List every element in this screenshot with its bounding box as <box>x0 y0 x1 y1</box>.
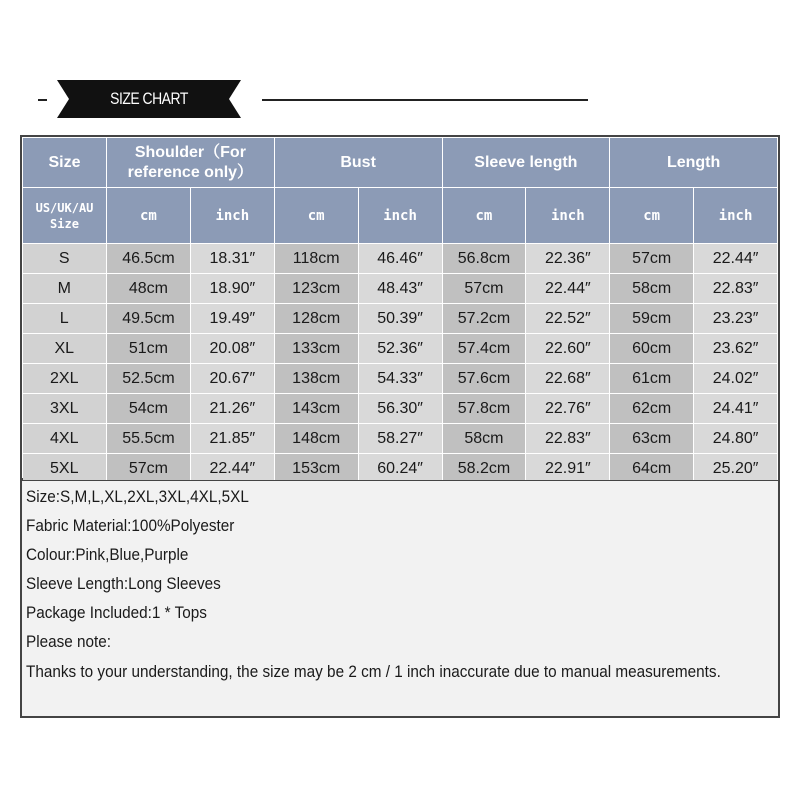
cell-bust-inch: 54.33″ <box>358 364 442 394</box>
cell-shoulder-cm: 57cm <box>107 454 191 484</box>
banner-notch-right <box>229 80 241 118</box>
cell-shoulder-inch: 21.85″ <box>190 424 274 454</box>
cell-bust-cm: 143cm <box>274 394 358 424</box>
cell-shoulder-cm: 46.5cm <box>107 244 191 274</box>
cell-length-cm: 57cm <box>610 244 694 274</box>
cell-length-inch: 24.02″ <box>694 364 778 394</box>
cell-shoulder-cm: 55.5cm <box>107 424 191 454</box>
cell-length-cm: 63cm <box>610 424 694 454</box>
cell-bust-cm: 128cm <box>274 304 358 334</box>
note-measurement-disclaimer: Thanks to your understanding, the size may be 2 cm / 1 inch inaccurate due to manual measurements. <box>26 662 721 681</box>
cell-bust-inch: 50.39″ <box>358 304 442 334</box>
size-table-container <box>20 135 780 480</box>
cell-sleeve-cm: 58cm <box>442 424 526 454</box>
cell-sleeve-cm: 58.2cm <box>442 454 526 484</box>
table-row <box>23 424 778 454</box>
cell-sleeve-cm: 57.4cm <box>442 334 526 364</box>
cell-size: M <box>23 274 107 304</box>
cell-size: L <box>23 304 107 334</box>
table-row <box>23 334 778 364</box>
header-length: Length <box>610 138 778 188</box>
cell-length-inch: 25.20″ <box>694 454 778 484</box>
cell-size: 2XL <box>23 364 107 394</box>
note-colour: Colour:Pink,Blue,Purple <box>26 545 189 564</box>
cell-size: 3XL <box>23 394 107 424</box>
cell-length-inch: 23.23″ <box>694 304 778 334</box>
cell-shoulder-inch: 18.90″ <box>190 274 274 304</box>
cell-length-cm: 61cm <box>610 364 694 394</box>
cell-sleeve-cm: 57.6cm <box>442 364 526 394</box>
table-row <box>23 394 778 424</box>
cell-length-inch: 22.44″ <box>694 244 778 274</box>
cell-shoulder-inch: 20.67″ <box>190 364 274 394</box>
cell-shoulder-inch: 18.31″ <box>190 244 274 274</box>
subheader-bust-cm: cm <box>274 188 358 244</box>
cell-sleeve-cm: 57cm <box>442 274 526 304</box>
note-sleeve-length: Sleeve Length:Long Sleeves <box>26 574 221 593</box>
cell-length-inch: 24.41″ <box>694 394 778 424</box>
table-header-row <box>23 138 778 188</box>
cell-sleeve-inch: 22.52″ <box>526 304 610 334</box>
title-rule <box>262 99 588 101</box>
cell-shoulder-cm: 49.5cm <box>107 304 191 334</box>
header-shoulder: Shoulder（For reference only） <box>107 138 275 188</box>
note-fabric: Fabric Material:100%Polyester <box>26 516 235 535</box>
note-please-note: Please note: <box>26 632 112 651</box>
subheader-sleeve-cm: cm <box>442 188 526 244</box>
subheader-sleeve-inch: inch <box>526 188 610 244</box>
cell-shoulder-inch: 22.44″ <box>190 454 274 484</box>
title-banner <box>57 80 241 118</box>
cell-sleeve-inch: 22.76″ <box>526 394 610 424</box>
subheader-bust-inch: inch <box>358 188 442 244</box>
table-row <box>23 244 778 274</box>
size-table <box>22 137 778 484</box>
cell-shoulder-cm: 52.5cm <box>107 364 191 394</box>
cell-shoulder-cm: 54cm <box>107 394 191 424</box>
cell-sleeve-cm: 57.2cm <box>442 304 526 334</box>
cell-sleeve-inch: 22.60″ <box>526 334 610 364</box>
cell-bust-inch: 58.27″ <box>358 424 442 454</box>
title-dash <box>38 99 47 101</box>
product-notes <box>20 480 780 718</box>
cell-size: 5XL <box>23 454 107 484</box>
cell-size: S <box>23 244 107 274</box>
cell-bust-cm: 133cm <box>274 334 358 364</box>
table-row <box>23 304 778 334</box>
title-row <box>0 78 800 122</box>
banner-notch-left <box>57 80 69 118</box>
cell-sleeve-inch: 22.44″ <box>526 274 610 304</box>
cell-length-inch: 23.62″ <box>694 334 778 364</box>
cell-bust-cm: 123cm <box>274 274 358 304</box>
cell-shoulder-cm: 48cm <box>107 274 191 304</box>
cell-length-inch: 22.83″ <box>694 274 778 304</box>
cell-length-cm: 60cm <box>610 334 694 364</box>
cell-sleeve-cm: 57.8cm <box>442 394 526 424</box>
cell-bust-cm: 118cm <box>274 244 358 274</box>
cell-size: XL <box>23 334 107 364</box>
cell-bust-inch: 56.30″ <box>358 394 442 424</box>
subheader-length-cm: cm <box>610 188 694 244</box>
cell-length-inch: 24.80″ <box>694 424 778 454</box>
cell-bust-inch: 48.43″ <box>358 274 442 304</box>
cell-length-cm: 58cm <box>610 274 694 304</box>
cell-sleeve-inch: 22.36″ <box>526 244 610 274</box>
subheader-length-inch: inch <box>694 188 778 244</box>
page-title: SIZE CHART <box>110 89 188 108</box>
table-row <box>23 274 778 304</box>
cell-shoulder-inch: 21.26″ <box>190 394 274 424</box>
cell-length-cm: 62cm <box>610 394 694 424</box>
cell-length-cm: 59cm <box>610 304 694 334</box>
cell-sleeve-inch: 22.91″ <box>526 454 610 484</box>
header-size: Size <box>23 138 107 188</box>
subheader-size-system: US/UK/AU Size <box>23 188 107 244</box>
cell-bust-inch: 46.46″ <box>358 244 442 274</box>
cell-length-cm: 64cm <box>610 454 694 484</box>
cell-bust-cm: 138cm <box>274 364 358 394</box>
header-bust: Bust <box>274 138 442 188</box>
header-sleeve-length: Sleeve length <box>442 138 610 188</box>
cell-bust-inch: 52.36″ <box>358 334 442 364</box>
subheader-shoulder-inch: inch <box>190 188 274 244</box>
table-subheader-row <box>23 188 778 244</box>
cell-shoulder-inch: 19.49″ <box>190 304 274 334</box>
cell-sleeve-inch: 22.68″ <box>526 364 610 394</box>
table-row <box>23 364 778 394</box>
cell-bust-cm: 148cm <box>274 424 358 454</box>
cell-bust-cm: 153cm <box>274 454 358 484</box>
cell-size: 4XL <box>23 424 107 454</box>
cell-sleeve-inch: 22.83″ <box>526 424 610 454</box>
table-row <box>23 454 778 484</box>
cell-sleeve-cm: 56.8cm <box>442 244 526 274</box>
subheader-shoulder-cm: cm <box>107 188 191 244</box>
note-sizes: Size:S,M,L,XL,2XL,3XL,4XL,5XL <box>26 487 249 506</box>
cell-shoulder-inch: 20.08″ <box>190 334 274 364</box>
cell-shoulder-cm: 51cm <box>107 334 191 364</box>
cell-bust-inch: 60.24″ <box>358 454 442 484</box>
note-package: Package Included:1 * Tops <box>26 603 207 622</box>
